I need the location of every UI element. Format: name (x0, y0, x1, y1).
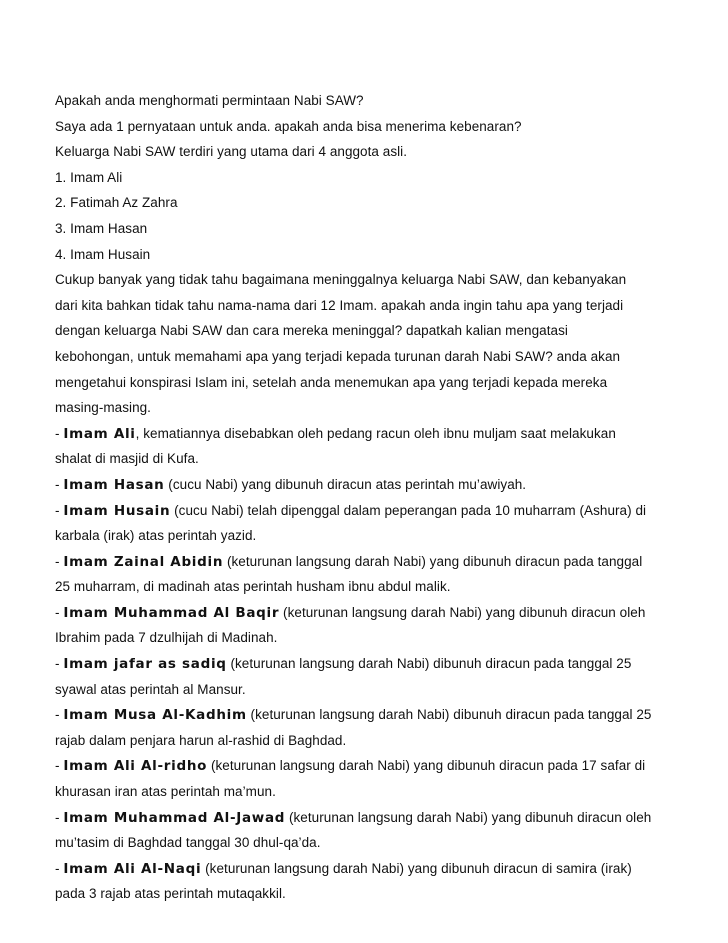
text-line: masing-masing. (55, 400, 151, 416)
imam-line (55, 753, 675, 779)
imam-line (55, 702, 675, 728)
imam-continuation: shalat di masjid di Kufa. (55, 451, 199, 467)
imam-name: Imam Husain (63, 502, 171, 519)
imam-description: (keturunan langsung darah Nabi) dibunuh diracun pada tanggal 25 (246, 707, 652, 723)
imam-entry (55, 805, 675, 856)
imam-line (55, 856, 675, 882)
imam-line (55, 421, 675, 447)
list-item: 1. Imam Ali (55, 169, 123, 185)
imam-name: Imam Ali (63, 425, 136, 442)
imam-line (55, 651, 675, 677)
list-item: 4. Imam Husain (55, 246, 151, 262)
imam-line (55, 549, 675, 575)
dash-prefix: - (55, 425, 64, 441)
imam-line (55, 600, 675, 626)
imam-entry (55, 600, 675, 651)
imam-description: (keturunan langsung darah Nabi) yang dibunuh diracun pada tanggal (223, 553, 643, 569)
imam-entry (55, 856, 675, 907)
dash-prefix: - (55, 707, 64, 723)
text-line: mengetahui konspirasi Islam ini, setelah anda menemukan apa yang terjadi kepada mereka (55, 374, 608, 390)
text-line: Apakah anda menghormati permintaan Nabi SAW? (55, 93, 364, 108)
imam-line (55, 498, 675, 524)
imam-continuation: syawal atas perintah al Mansur. (55, 681, 246, 697)
imam-name: Imam Ali Al-Naqi (63, 860, 202, 877)
dash-prefix: - (55, 809, 64, 825)
text-line: dari kita bahkan tidak tahu nama-nama dari 12 Imam. apakah anda ingin tahu apa yang terjadi (55, 297, 624, 313)
imam-entry (55, 421, 675, 472)
imam-name: Imam Muhammad Al Baqir (63, 604, 280, 621)
imam-entry (55, 549, 675, 600)
dash-prefix: - (55, 604, 64, 620)
dash-prefix: - (55, 860, 64, 876)
imam-name: Imam Musa Al-Kadhim (63, 707, 247, 724)
imam-entry (55, 753, 675, 804)
imam-description: (keturunan langsung darah Nabi) yang dibunuh diracun oleh (285, 809, 652, 825)
dash-prefix: - (55, 553, 64, 569)
imam-description: (cucu Nabi) yang dibunuh diracun atas perintah mu’awiyah. (164, 476, 527, 492)
imam-name: Imam Hasan (63, 476, 165, 493)
imam-continuation: rajab dalam penjara harun al-rashid di Baghdad. (55, 732, 347, 748)
imam-continuation: khurasan iran atas perintah ma’mun. (55, 784, 276, 800)
imam-description: (keturunan langsung darah Nabi) yang dibunuh diracun oleh (279, 604, 646, 620)
imam-description: (keturunan langsung darah Nabi) dibunuh diracun pada tanggal 25 (226, 656, 632, 672)
document-body (55, 88, 675, 907)
imam-name: Imam Ali Al-ridho (63, 758, 208, 775)
imam-entry (55, 702, 675, 753)
imam-description: (cucu Nabi) telah dipenggal dalam peperangan pada 10 muharram (Ashura) di (170, 502, 647, 518)
text-line: dengan keluarga Nabi SAW dan cara mereka meninggal? dapatkah kalian mengatasi (55, 323, 568, 339)
imam-description: (keturunan langsung darah Nabi) yang dibunuh diracun di samira (irak) (201, 860, 632, 876)
dash-prefix: - (55, 656, 64, 672)
imam-name: Imam Zainal Abidin (63, 553, 224, 570)
imam-name: Imam jafar as sadiq (63, 656, 227, 673)
imam-continuation: pada 3 rajab atas perintah mutaqakkil. (55, 886, 286, 902)
list-item: 3. Imam Hasan (55, 220, 148, 236)
imam-line (55, 805, 675, 831)
imam-description: , kematiannya disebabkan oleh pedang racun oleh ibnu muljam saat melakukan (135, 425, 616, 441)
imam-continuation: karbala (irak) atas perintah yazid. (55, 528, 257, 544)
dash-prefix: - (55, 502, 64, 518)
imam-continuation: mu’tasim di Baghdad tanggal 30 dhul-qa’da. (55, 835, 321, 851)
imam-description: (keturunan langsung darah Nabi) yang dibunuh diracun pada 17 safar di (207, 758, 646, 774)
imam-entry (55, 472, 675, 498)
dash-prefix: - (55, 476, 64, 492)
imam-entry (55, 498, 675, 549)
imam-name: Imam Muhammad Al-Jawad (63, 809, 286, 826)
imam-continuation: Ibrahim pada 7 dzulhijah di Madinah. (55, 630, 278, 646)
imam-entry (55, 651, 675, 702)
list-item: 2. Fatimah Az Zahra (55, 195, 178, 211)
imam-continuation: 25 muharram, di madinah atas perintah husham ibnu abdul malik. (55, 579, 451, 595)
text-line: Keluarga Nabi SAW terdiri yang utama dari 4 anggota asli. (55, 144, 408, 160)
text-line: Cukup banyak yang tidak tahu bagaimana meninggalnya keluarga Nabi SAW, dan kebanyakan (55, 272, 627, 288)
text-line: Saya ada 1 pernyataan untuk anda. apakah anda bisa menerima kebenaran? (55, 118, 522, 134)
text-line: kebohongan, untuk memahami apa yang terjadi kepada turunan darah Nabi SAW? anda akan (55, 348, 621, 364)
imam-line (55, 472, 675, 498)
dash-prefix: - (55, 758, 64, 774)
